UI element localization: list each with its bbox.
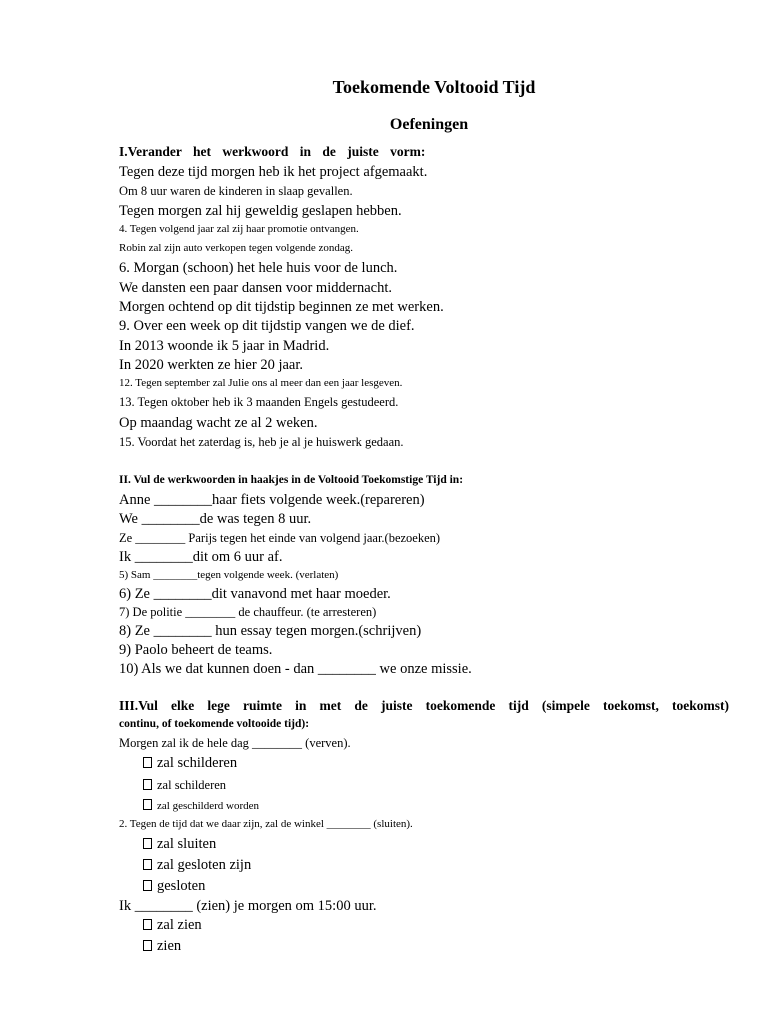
exercise-line: 13. Tegen oktober heb ik 3 maanden Engels gestudeerd. (119, 395, 399, 409)
answer-option[interactable]: zal schilderen (143, 754, 237, 772)
checkbox-icon[interactable] (143, 859, 152, 870)
exercise-line: 10) Als we dat kunnen doen - dan ________ we onze missie. (119, 661, 472, 677)
page-subtitle: Oefeningen (389, 116, 469, 133)
question-text: Morgen zal ik de hele dag ________ (verven). (119, 736, 351, 750)
answer-option[interactable]: gesloten (143, 877, 205, 895)
checkbox-icon[interactable] (143, 779, 152, 790)
exercise-line: Anne ________haar fiets volgende week.(repareren) (119, 492, 425, 508)
checkbox-icon[interactable] (143, 757, 152, 768)
checkbox-icon[interactable] (143, 799, 152, 810)
question-text: 2. Tegen de tijd dat we daar zijn, zal de winkel ________ (sluiten). (119, 818, 413, 830)
checkbox-icon[interactable] (143, 880, 152, 891)
section-1-heading: I.Verander het werkwoord in de juiste vorm: (119, 144, 426, 159)
exercise-line: 15. Voordat het zaterdag is, heb je al je huiswerk gedaan. (119, 435, 404, 449)
exercise-line: We dansten een paar dansen voor middernacht. (119, 280, 393, 296)
checkbox-icon[interactable] (143, 919, 152, 930)
exercise-line: Morgen ochtend op dit tijdstip beginnen ze met werken. (119, 299, 444, 315)
exercise-line: Om 8 uur waren de kinderen in slaap gevallen. (119, 184, 353, 198)
exercise-line: 12. Tegen september zal Julie ons al meer dan een jaar lesgeven. (119, 377, 403, 389)
answer-option[interactable]: zal schilderen (143, 776, 226, 794)
exercise-line: 6. Morgan (schoon) het hele huis voor de lunch. (119, 260, 398, 276)
checkbox-icon[interactable] (143, 838, 152, 849)
section-3-heading-continued: continu, of toekomende voltooide tijd): (119, 718, 310, 730)
exercise-line: Tegen deze tijd morgen heb ik het project afgemaakt. (119, 164, 428, 180)
exercise-line: Tegen morgen zal hij geweldig geslapen hebben. (119, 203, 402, 219)
answer-option[interactable]: zal geschilderd worden (143, 797, 259, 815)
exercise-line: 5) Sam ________tegen volgende week. (verlaten) (119, 569, 339, 581)
exercise-line: 8) Ze ________ hun essay tegen morgen.(schrijven) (119, 623, 422, 639)
exercise-line: In 2020 werkten ze hier 20 jaar. (119, 357, 303, 373)
answer-option[interactable]: zien (143, 937, 181, 955)
exercise-line: We ________de was tegen 8 uur. (119, 511, 312, 527)
checkbox-icon[interactable] (143, 940, 152, 951)
exercise-line: 9) Paolo beheert de teams. (119, 642, 273, 658)
answer-option[interactable]: zal zien (143, 916, 202, 934)
question-text: Ik ________ (zien) je morgen om 15:00 uur. (119, 898, 377, 914)
exercise-line: Ze ________ Parijs tegen het einde van volgend jaar.(bezoeken) (119, 531, 441, 545)
exercise-line: 4. Tegen volgend jaar zal zij haar promotie ontvangen. (119, 223, 359, 235)
exercise-line: 9. Over een week op dit tijdstip vangen we de dief. (119, 318, 415, 334)
answer-option[interactable]: zal sluiten (143, 835, 216, 853)
exercise-line: 7) De politie ________ de chauffeur. (te arresteren) (119, 605, 377, 619)
answer-option[interactable]: zal gesloten zijn (143, 856, 251, 874)
exercise-line: In 2013 woonde ik 5 jaar in Madrid. (119, 338, 330, 354)
exercise-line: Robin zal zijn auto verkopen tegen volgende zondag. (119, 242, 353, 254)
exercise-line: 6) Ze ________dit vanavond met haar moeder. (119, 586, 391, 602)
exercise-line: Ik ________dit om 6 uur af. (119, 549, 283, 565)
section-3-heading: III.Vul elke lege ruimte in met de juiste toekomende tijd (simpele toekomst, toekomst) (119, 698, 729, 713)
exercise-line: Op maandag wacht ze al 2 weken. (119, 415, 318, 431)
section-2-heading: II. Vul de werkwoorden in haakjes in de Voltooid Toekomstige Tijd in: (119, 474, 464, 486)
page-title: Toekomende Voltooid Tijd (332, 77, 536, 97)
